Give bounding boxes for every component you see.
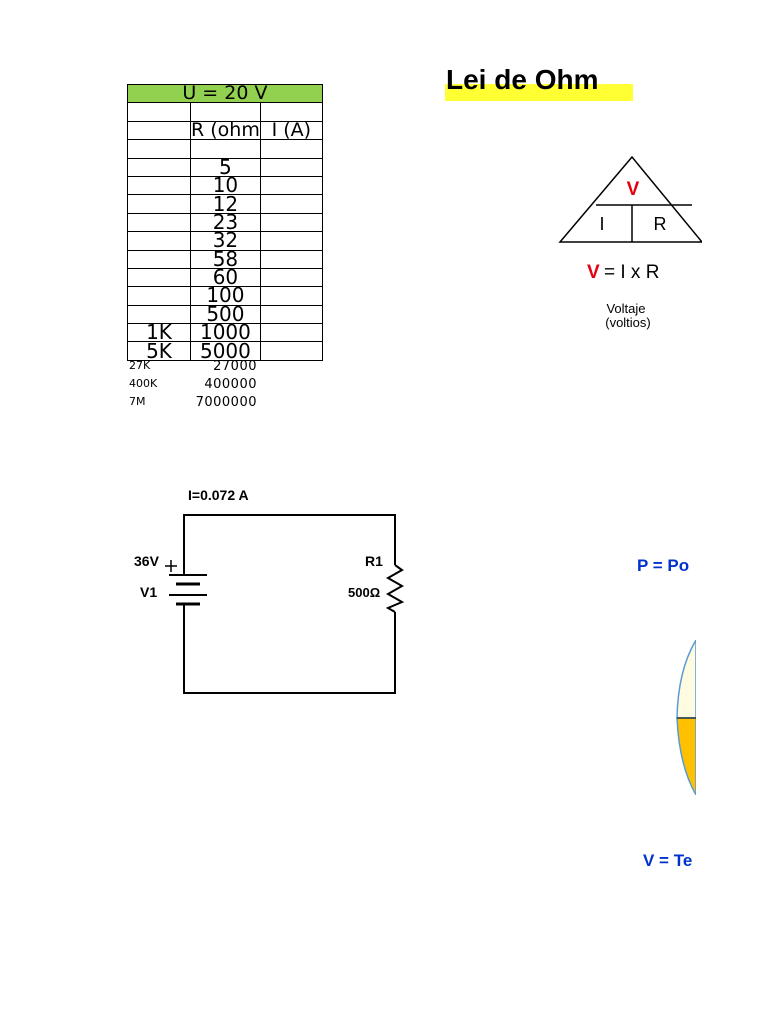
extra-row xyxy=(129,395,257,411)
triangle-r-label: R xyxy=(653,214,667,234)
resistor-name-label: R1 xyxy=(365,553,383,569)
current-label: I=0.072 A xyxy=(188,487,249,503)
resistance-cell[interactable]: 12 xyxy=(191,195,261,213)
formula-v: V xyxy=(587,262,600,283)
current-cell[interactable] xyxy=(260,324,322,342)
pie-bottom-half xyxy=(677,718,696,795)
current-cell[interactable] xyxy=(260,268,322,286)
row-label-cell[interactable]: 5K xyxy=(128,342,191,360)
resistance-cell[interactable]: 23 xyxy=(191,213,261,231)
battery-icon xyxy=(165,560,207,608)
resistance-cell[interactable]: 10 xyxy=(191,176,261,194)
circuit-wire-bottom xyxy=(184,608,395,693)
table-row xyxy=(128,342,323,360)
row-label-cell[interactable] xyxy=(128,287,191,305)
current-column-header[interactable]: I (A) xyxy=(260,121,322,139)
resistance-column-header[interactable]: R (ohm xyxy=(191,118,260,141)
circuit-wire-top xyxy=(184,515,395,565)
source-voltage-label: 36V xyxy=(134,553,159,569)
current-cell[interactable] xyxy=(260,213,322,231)
power-circle-fragment xyxy=(676,640,696,795)
current-cell[interactable] xyxy=(260,305,322,323)
row-label-cell[interactable] xyxy=(128,232,191,250)
ohm-triangle-diagram xyxy=(552,150,702,335)
extra-row-label: 27K xyxy=(129,359,151,372)
row-label-cell[interactable] xyxy=(128,250,191,268)
row-label-cell[interactable]: 1K xyxy=(128,324,191,342)
formula-rest: = I x R xyxy=(604,262,660,283)
source-name-label: V1 xyxy=(140,584,158,600)
extra-row xyxy=(129,377,257,393)
extra-row-value: 7000000 xyxy=(195,395,257,410)
voltage-header-cell[interactable]: U = 20 V xyxy=(128,85,323,103)
row-label-cell[interactable] xyxy=(128,268,191,286)
resistor-icon xyxy=(388,565,402,612)
triangle-v-label: V xyxy=(626,179,640,200)
row-label-cell[interactable] xyxy=(128,213,191,231)
extra-row-value: 27000 xyxy=(213,359,257,374)
row-label-cell[interactable] xyxy=(128,158,191,176)
current-cell[interactable] xyxy=(260,158,322,176)
extra-row xyxy=(129,359,257,375)
extra-row-label: 7M xyxy=(129,395,146,408)
triangle-caption-line1: Voltaje xyxy=(606,301,646,316)
table-header-row xyxy=(128,85,323,103)
current-cell[interactable] xyxy=(260,195,322,213)
current-cell[interactable] xyxy=(260,342,322,360)
extra-row-label: 400K xyxy=(129,377,158,390)
row-label-cell[interactable] xyxy=(128,176,191,194)
current-cell[interactable] xyxy=(260,176,322,194)
triangle-i-label: I xyxy=(599,214,605,234)
resistance-cell[interactable]: 58 xyxy=(191,250,261,268)
resistor-value-label: 500Ω xyxy=(348,585,381,600)
resistance-cell[interactable]: 5 xyxy=(191,158,261,176)
power-label: P = Po xyxy=(637,556,690,575)
ohm-table xyxy=(127,84,323,361)
resistance-cell[interactable]: 60 xyxy=(191,268,261,286)
resistance-cell[interactable]: 32 xyxy=(191,232,261,250)
pie-top-half xyxy=(677,640,696,718)
resistance-cell[interactable]: 1000 xyxy=(191,324,261,342)
resistance-cell[interactable]: 500 xyxy=(191,305,261,323)
resistance-cell[interactable]: 100 xyxy=(191,287,261,305)
row-label-cell[interactable] xyxy=(128,195,191,213)
circuit-diagram xyxy=(125,480,415,700)
current-cell[interactable] xyxy=(260,232,322,250)
table-column-header-row xyxy=(128,121,323,139)
current-cell[interactable] xyxy=(260,250,322,268)
current-cell[interactable] xyxy=(260,287,322,305)
extra-row-value: 400000 xyxy=(204,377,257,392)
page-title: Lei de Ohm xyxy=(446,64,599,95)
resistance-cell[interactable]: 5000 xyxy=(191,342,261,360)
triangle-caption-line2: (voltios) xyxy=(605,315,651,330)
voltage-label: V = Te xyxy=(643,851,693,870)
